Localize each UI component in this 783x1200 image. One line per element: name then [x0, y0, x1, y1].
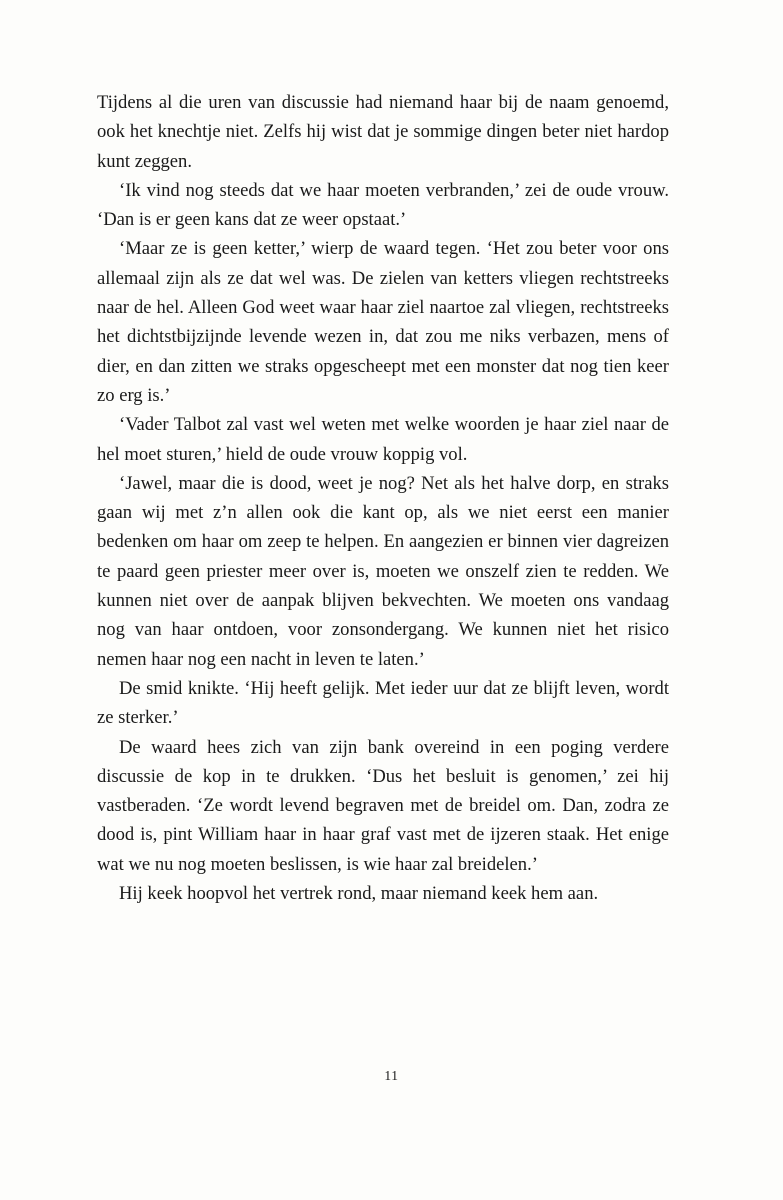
paragraph: De waard hees zich van zijn bank overeind in een poging verdere discussie de kop in te drukken. ‘Dus het besluit is genomen,’ zei hij vastberaden. ‘Ze wordt levend begraven met de breidel om. Dan, zodra ze dood is, pint William haar in haar graf vast met de ijzeren staak. Het enige wat we nu nog moeten beslissen, is wie haar zal breidelen.’ — [97, 736, 669, 875]
paragraph: De smid knikte. ‘Hij heeft gelijk. Met ieder uur dat ze blijft leven, wordt ze sterker.’ — [97, 677, 669, 729]
page-body-text — [97, 88, 669, 908]
paragraph: ‘Vader Talbot zal vast wel weten met welke woorden je haar ziel naar de hel moet sturen,’ hield de oude vrouw koppig vol. — [97, 414, 669, 465]
paragraph: Tijdens al die uren van discussie had niemand haar bij de naam genoemd, ook het knechtje niet. Zelfs hij wist dat je sommige dingen beter niet hardop kunt zeggen. — [97, 92, 669, 172]
page-number: 11 — [384, 1068, 399, 1083]
paragraph: ‘Maar ze is geen ketter,’ wierp de waard tegen. ‘Het zou beter voor ons allemaal zijn als ze dat wel was. De zielen van ketters vliegen rechtstreeks naar de hel. Alleen God weet waar haar ziel naartoe zal vliegen, rechtstreeks het dichtstbijzijnde levende wezen in, dat zou me niks verbazen, mens of dier, en dan zitten we straks opgescheept met een monster dat nog tien keer zo erg is.’ — [97, 238, 669, 406]
paragraph: ‘Ik vind nog steeds dat we haar moeten verbranden,’ zei de oude vrouw. ‘Dan is er geen kans dat ze weer opstaat.’ — [97, 179, 669, 231]
paragraph: Hij keek hoopvol het vertrek rond, maar niemand keek hem aan. — [119, 883, 599, 905]
paragraph: ‘Jawel, maar die is dood, weet je nog? Net als het halve dorp, en straks gaan wij met z’n allen ook die kant op, als we niet eerst een manier bedenken om haar om zeep te helpen. En aangezien er binnen vier dagreizen te paard geen priester meer over is, moeten we onszelf zien te redden. We kunnen niet over de aanpak blijven bekvechten. We moeten ons vandaag nog van haar ontdoen, voor zonsondergang. We kunnen niet het risico nemen haar nog een nacht in leven te laten.’ — [97, 472, 669, 670]
